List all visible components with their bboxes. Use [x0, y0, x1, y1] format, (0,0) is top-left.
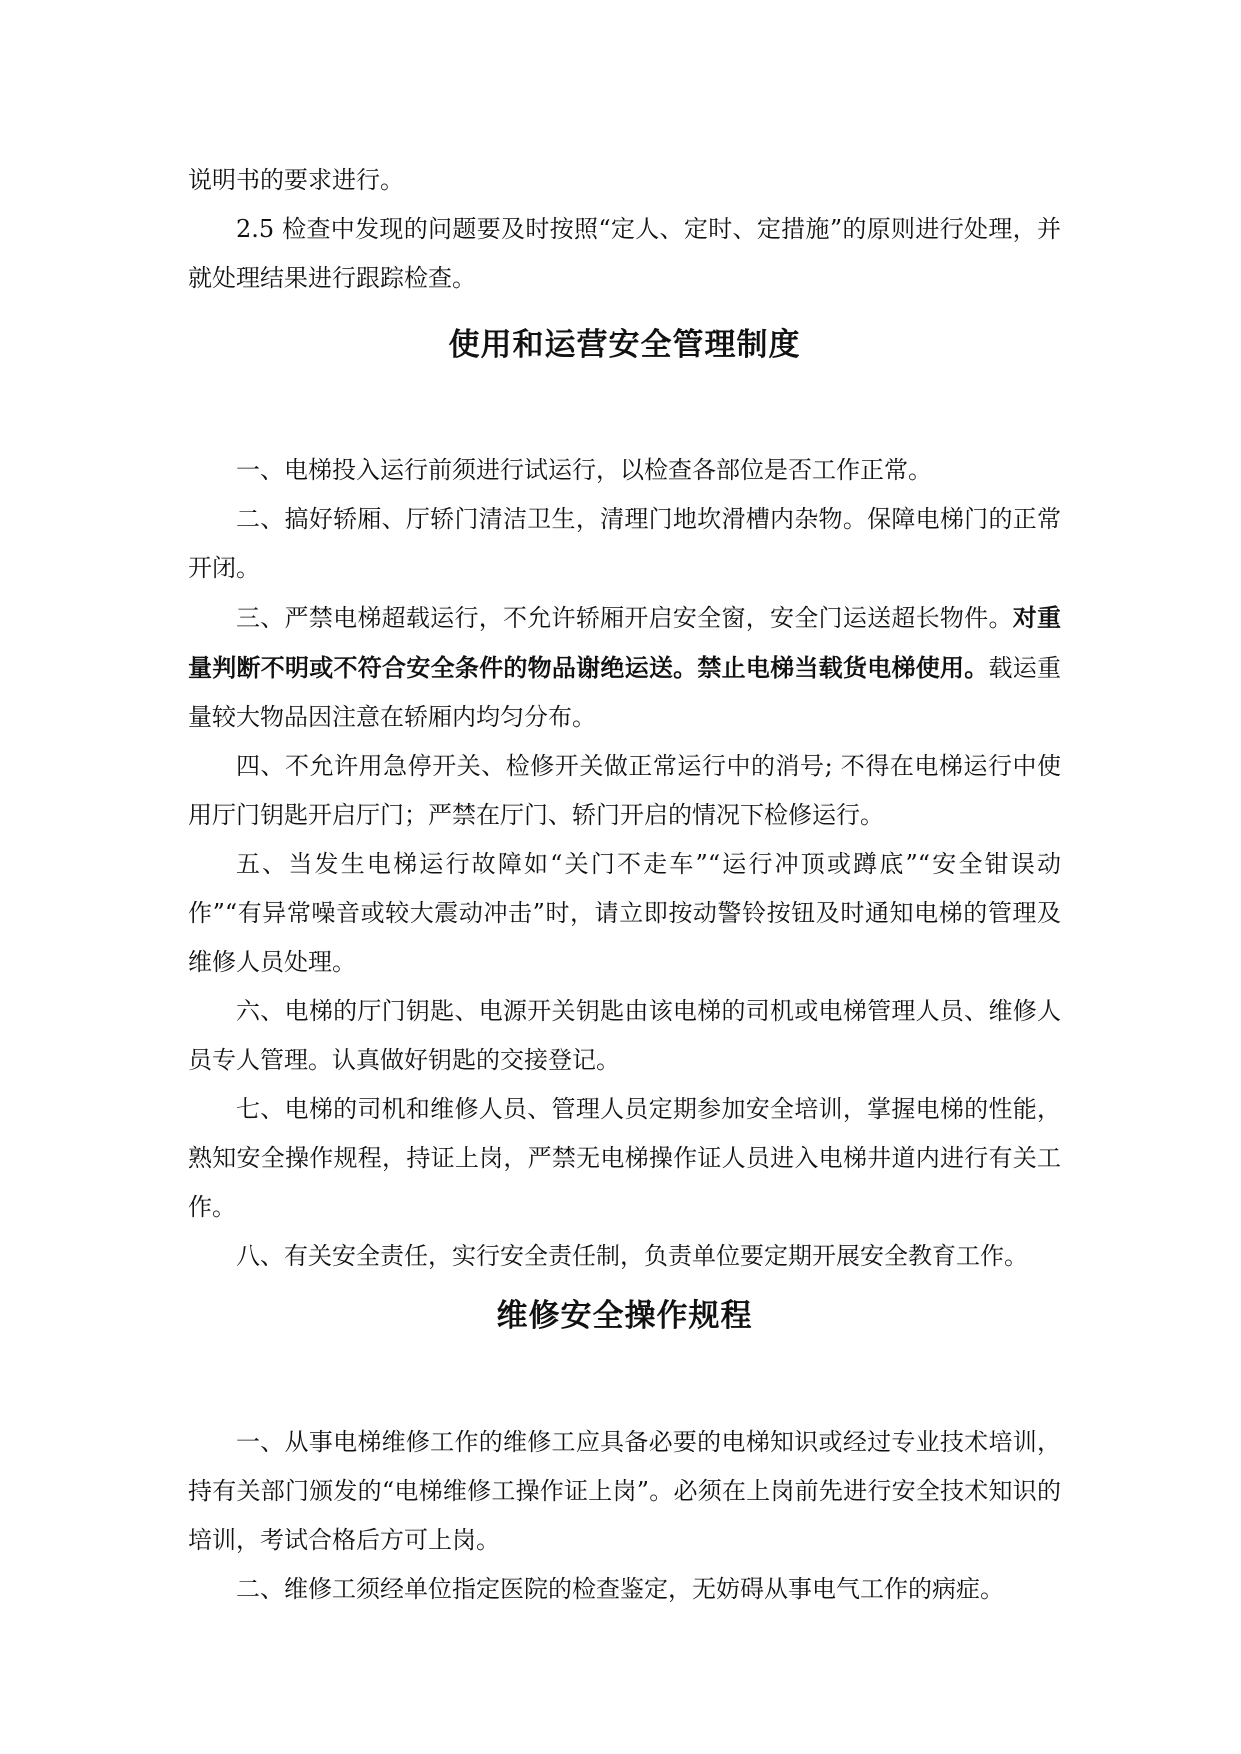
item-2-5: 2.5 检查中发现的问题要及时按照“定人、定时、定措施”的原则进行处理，并就处理结果进行跟踪检查。: [188, 215, 1061, 292]
usage-paragraph-3-text: 三、严禁电梯超载运行，不允许轿厢开启安全窗，安全门运送超长物件。: [236, 604, 1013, 632]
section-title-maintenance: 维修安全操作规程: [496, 1298, 753, 1334]
usage-paragraph-6: 六、电梯的厅门钥匙、电源开关钥匙由该电梯的司机或电梯管理人员、维修人员专人管理。认真做好钥匙的交接登记。: [188, 997, 1061, 1074]
intro-continuation: 说明书的要求进行。: [188, 166, 404, 194]
usage-paragraph-4: 四、不允许用急停开关、检修开关做正常运行中的消号; 不得在电梯运行中使用厅门钥匙开启厅门；严禁在厅门、轿门开启的情况下检修运行。: [188, 752, 1061, 829]
usage-paragraph-7: 七、电梯的司机和维修人员、管理人员定期参加安全培训，掌握电梯的性能，熟知安全操作规程，持证上岗，严禁无电梯操作证人员进入电梯井道内进行有关工作。: [188, 1095, 1061, 1221]
maintenance-paragraph-1: 一、从事电梯维修工作的维修工应具备必要的电梯知识或经过专业技术培训，持有关部门颁发的“电梯维修工操作证上岗”。必须在上岗前先进行安全技术知识的培训，考试合格后方可上岗。: [188, 1428, 1061, 1554]
maintenance-paragraph-2: 二、维修工须经单位指定医院的检查鉴定，无妨碍从事电气工作的病症。: [236, 1575, 1004, 1603]
usage-paragraph-5: 五、当发生电梯运行故障如“关门不走车”“运行冲顶或蹲底”“安全钳误动作”“有异常噪音或较大震动冲击”时，请立即按动警铃按钮及时通知电梯的管理及维修人员处理。: [188, 850, 1061, 976]
usage-paragraph-1: 一、电梯投入运行前须进行试运行，以检查各部位是否工作正常。: [236, 456, 932, 484]
usage-paragraph-2: 二、搞好轿厢、厅轿门清洁卫生，清理门地坎滑槽内杂物。保障电梯门的正常开闭。: [188, 505, 1061, 582]
usage-paragraph-3-bold: 对重量判断不明或不符合安全条件的物品谢绝运送。禁止电梯当载货电梯使用。: [188, 603, 1062, 682]
usage-paragraph-3-tail: 载运重量较大物品因注意在轿厢内均匀分布。: [188, 654, 1061, 731]
usage-paragraph-8: 八、有关安全责任，实行安全责任制，负责单位要定期开展安全教育工作。: [236, 1242, 1028, 1270]
usage-paragraph-3: [188, 593, 1061, 742]
section-title-usage: 使用和运营安全管理制度: [448, 327, 801, 363]
